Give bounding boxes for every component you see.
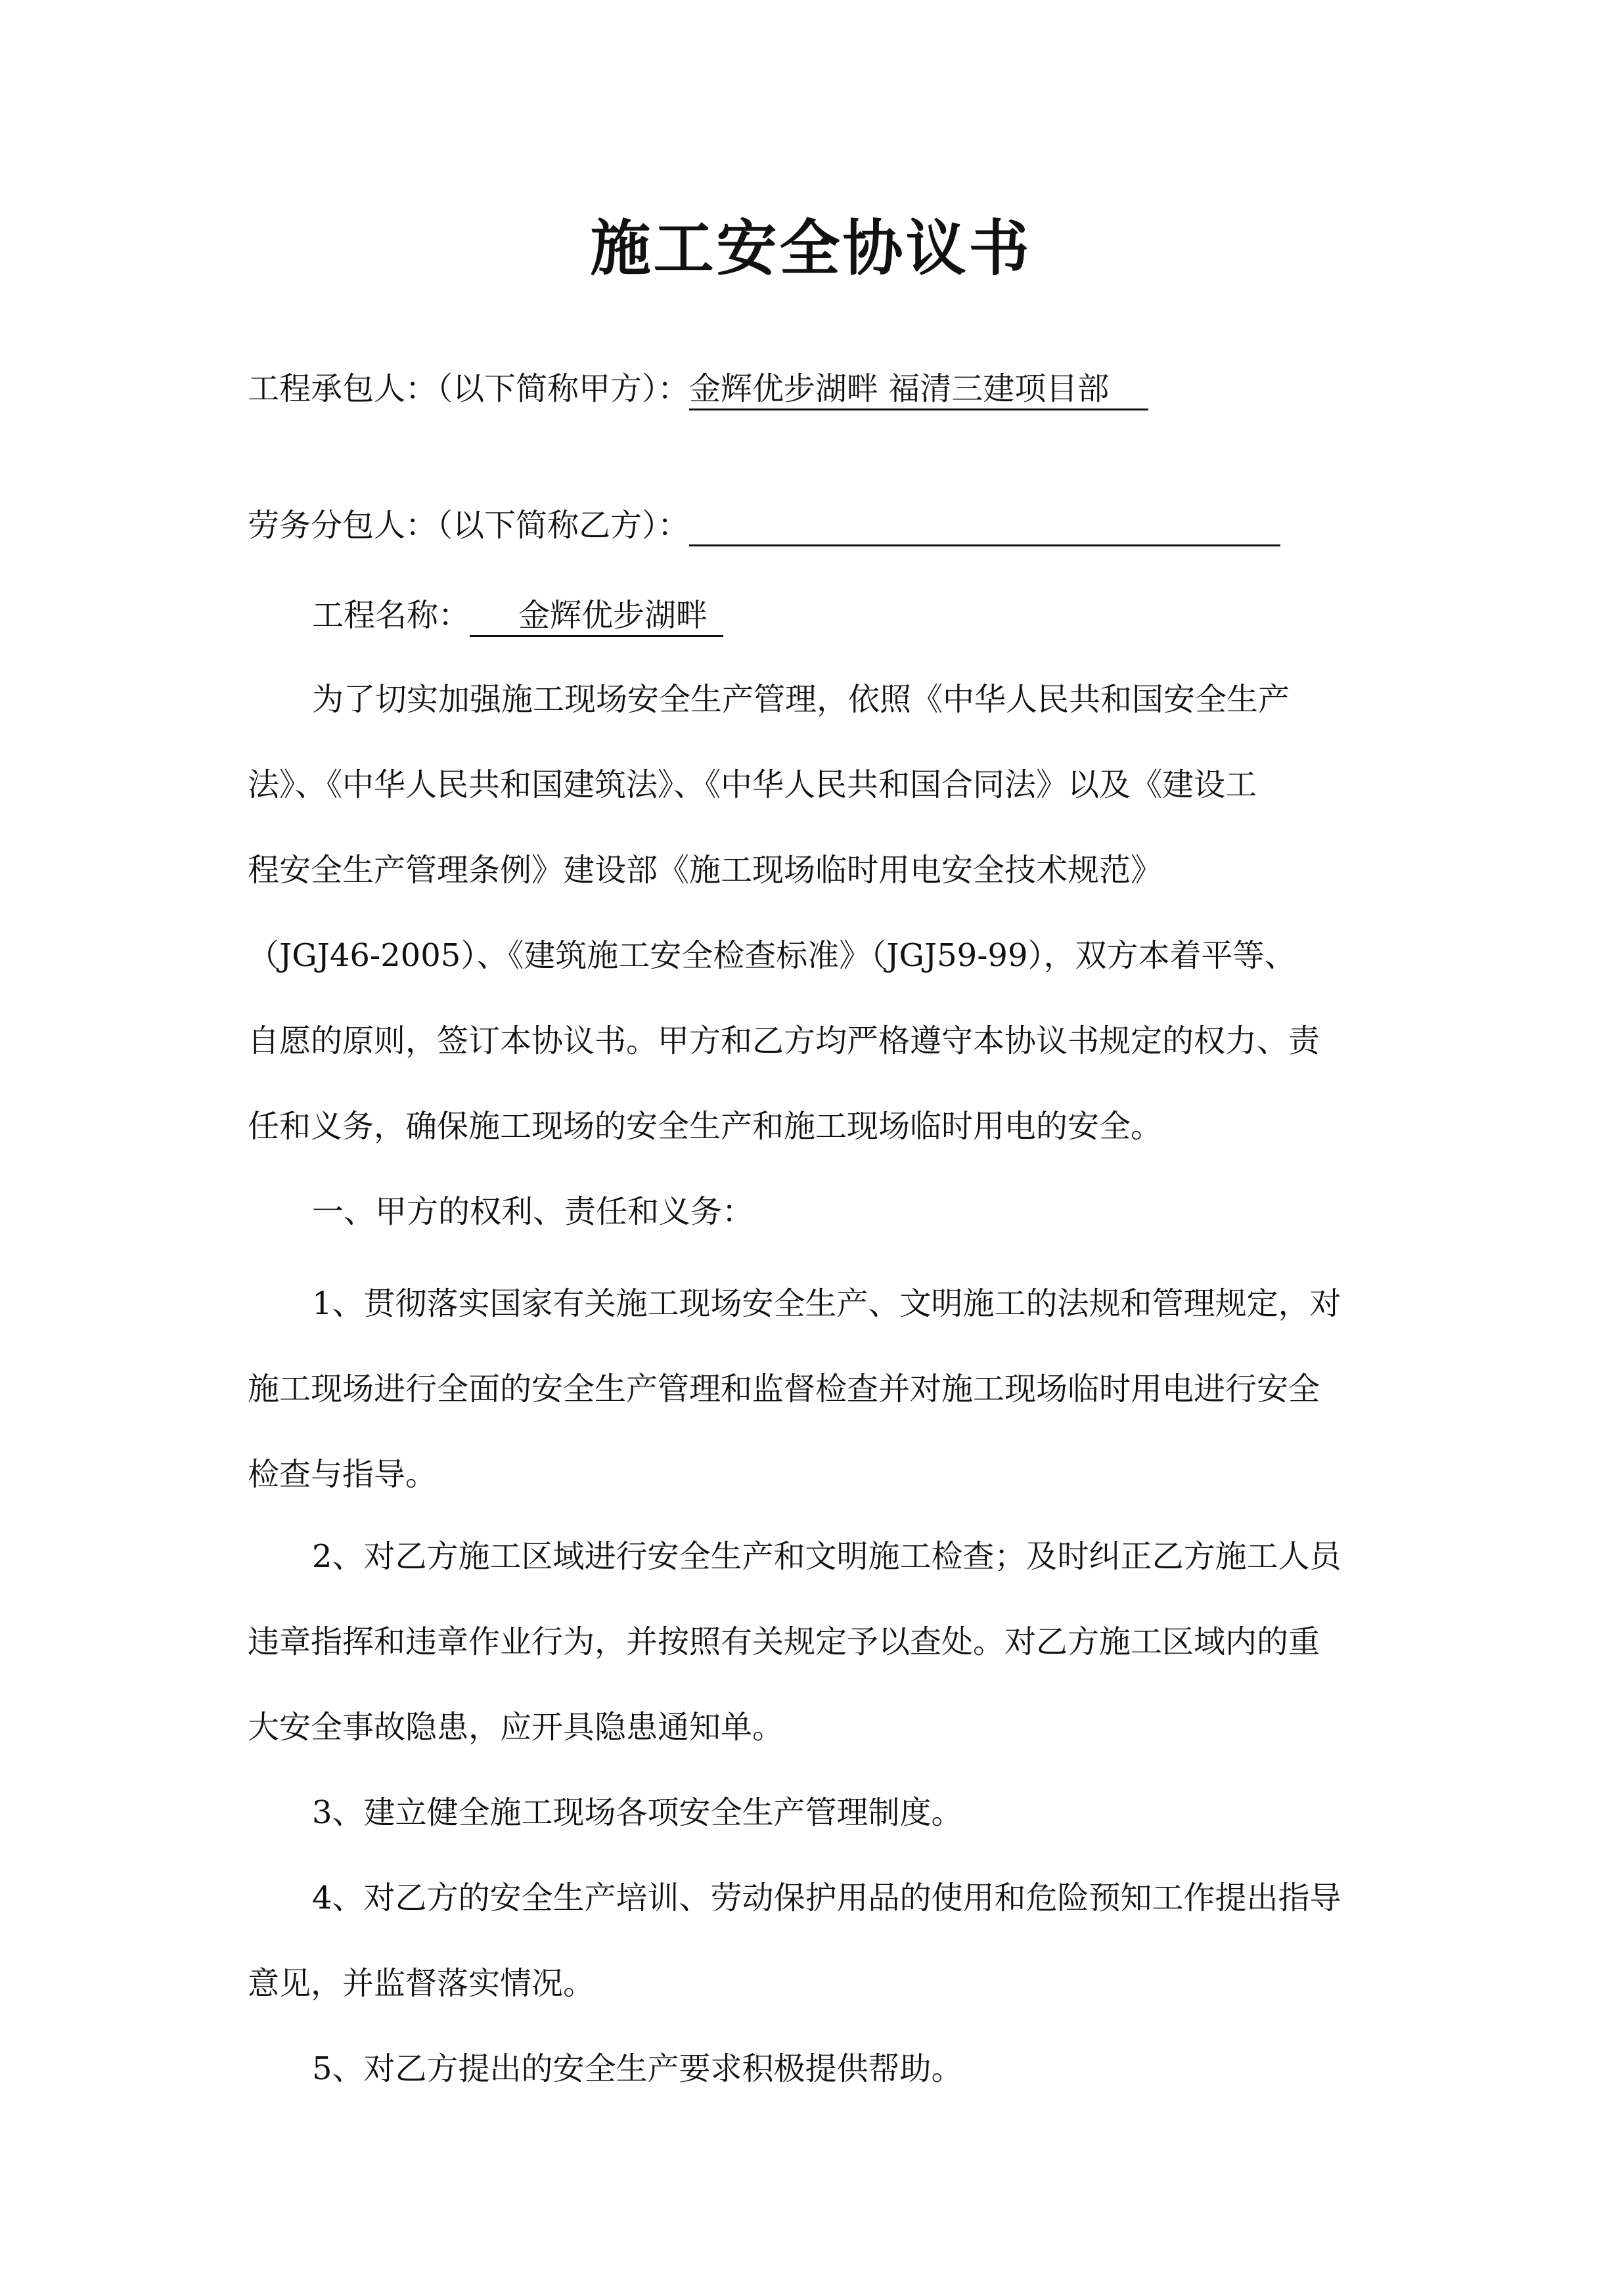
paragraph-line: 自愿的原则，签订本协议书。甲方和乙方均严格遵守本协议书规定的权力、责 (248, 1023, 1320, 1059)
paragraph-line: 程安全生产管理条例》建设部《施工现场临时用电安全技术规范》 (248, 852, 1163, 889)
list-item-line: 大安全事故隐患，应开具隐患通知单。 (248, 1709, 784, 1746)
list-item-line: 意见，并监督落实情况。 (248, 1965, 595, 2002)
paragraph-line: 为了切实加强施工现场安全生产管理，依照《中华人民共和国安全生产 (312, 681, 1290, 718)
party-a-value: 金辉优步湖畔 福清三建项目部 (689, 369, 1148, 410)
list-item-line: 检查与指导。 (248, 1456, 438, 1493)
project-value: 金辉优步湖畔 (470, 596, 723, 637)
party-a-label: 工程承包人：（以下简称甲方）： (248, 370, 690, 407)
list-item-line: 3、建立健全施工现场各项安全生产管理制度。 (312, 1794, 963, 1831)
list-item-line: 2、对乙方施工区域进行安全生产和文明施工检查；及时纠正乙方施工人员 (312, 1538, 1341, 1575)
paragraph-line: （JGJ46-2005）、《建筑施工安全检查标准》（JGJ59-99），双方本着平等、 (248, 937, 1296, 974)
paragraph-line: 任和义务，确保施工现场的安全生产和施工现场临时用电的安全。 (248, 1108, 1163, 1145)
party-b-line (248, 504, 1378, 546)
list-item-line: 4、对乙方的安全生产培训、劳动保护用品的使用和危险预知工作提出指导 (312, 1880, 1341, 1916)
project-label: 工程名称： (312, 597, 470, 634)
list-item-line: 1、贯彻落实国家有关施工现场安全生产、文明施工的法规和管理规定，对 (312, 1285, 1341, 1322)
party-a-line (248, 368, 1378, 410)
section-heading: 一、甲方的权利、责任和义务： (312, 1193, 754, 1230)
list-item-line: 5、对乙方提出的安全生产要求积极提供帮助。 (312, 2050, 963, 2087)
list-item-line: 违章指挥和违章作业行为，并按照有关规定予以查处。对乙方施工区域内的重 (248, 1623, 1320, 1660)
party-b-label: 劳务分包人：（以下简称乙方）： (248, 507, 690, 544)
party-b-value (689, 508, 1280, 546)
project-line (312, 594, 1378, 637)
paragraph-line: 法》、《中华人民共和国建筑法》、《中华人民共和国合同法》以及《建设工 (248, 766, 1257, 803)
document-title: 施工安全协议书 (590, 213, 1032, 284)
list-item-line: 施工现场进行全面的安全生产管理和监督检查并对施工现场临时用电进行安全 (248, 1371, 1320, 1407)
